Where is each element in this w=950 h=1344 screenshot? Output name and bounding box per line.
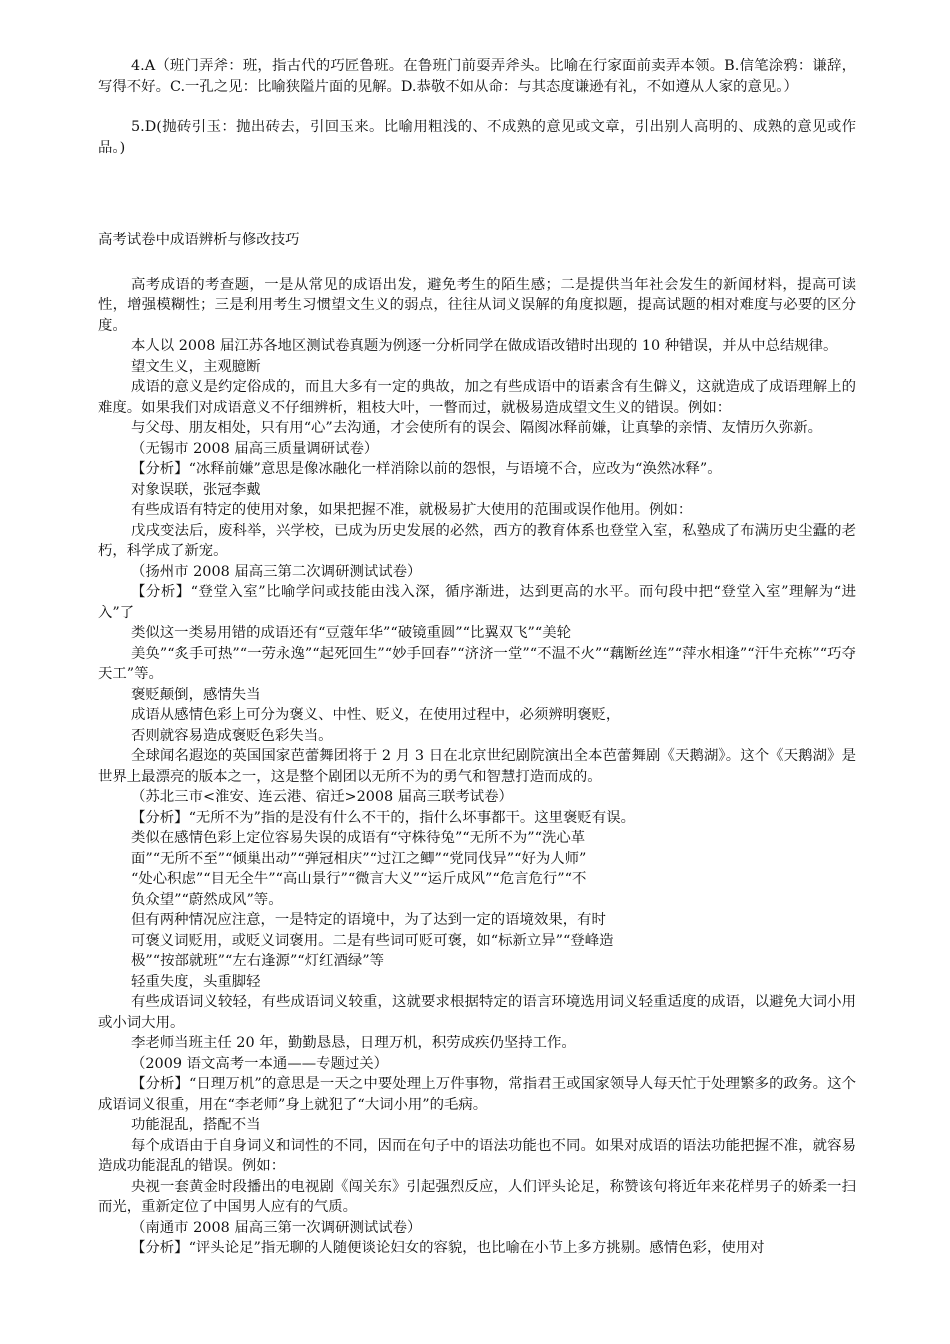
article-paragraph: （无锡市 2008 届高三质量调研试卷） [131, 440, 379, 457]
article-paragraph: 否则就容易造成褒贬色彩失当。 [131, 727, 333, 744]
article-paragraph: 每个成语由于自身词义和词性的不同，因而在句子中的语法功能也不同。如果对成语的语法功能把握不准，就容易造成功能混乱的错误。例如： [98, 1137, 856, 1174]
article-paragraph: （南通市 2008 届高三第一次调研测试试卷） [131, 1219, 422, 1236]
article-paragraph: 【分析】“冰释前嫌”意思是像冰融化一样消除以前的怨恨，与语境不合，应改为“涣然冰释”。 [131, 461, 722, 477]
article-paragraph: 戊戌变法后，废科举，兴学校，已成为历史发展的必然，西方的教育体系也登堂入室，私塾成了布满历史尘蠹的老朽，科学成了新宠。 [98, 522, 856, 559]
article-paragraph: 美奂”“炙手可热”“一劳永逸”“起死回生”“妙手回春”“济济一堂”“不温不火”“藕断丝连”“萍水相逢”“汗牛充栋”“巧夺天工”等。 [98, 645, 856, 682]
spacer [98, 251, 856, 275]
answer-5: 5.D(抛砖引玉：抛出砖去，引回玉来。比喻用粗浅的、不成熟的意见或文章，引出别人高明的、成熟的意见或作品。) [98, 119, 856, 156]
article-paragraph: 褒贬颠倒，感情失当 [131, 686, 261, 703]
article-paragraph: 负众望”“蔚然成风”等。 [131, 891, 283, 908]
answer-4: 4.A（班门弄斧：班，指古代的巧匠鲁班。在鲁班门前耍弄斧头。比喻在行家面前卖弄本领。B.信笔涂鸦：谦辞，写得不好。C.一孔之见：比喻狭隘片面的见解。D.恭敬不如从命：与其态度谦逊有礼，不如遵从人家的意见。） [98, 58, 856, 95]
article-paragraph: 高考成语的考查题，一是从常见的成语出发，避免考生的陌生感；二是提供当年社会发生的新闻材料，提高可读性，增强模糊性；三是利用考生习惯望文生义的弱点，往往从词义误解的角度拟题，提高试题的相对难度与必要的区分度。 [98, 276, 856, 334]
article-paragraph: （2009 语文高考一本通——专题过关） [131, 1055, 389, 1072]
article-paragraph: 李老师当班主任 20 年，勤勤恳恳，日理万机，积劳成疾仍坚持工作。 [131, 1035, 576, 1051]
article-body [98, 275, 856, 1259]
article-paragraph: 有些成语词义较轻，有些成语词义较重，这就要求根据特定的语言环境选用词义轻重适度的成语，以避免大词小用或小词大用。 [98, 994, 856, 1031]
article-paragraph: 央视一套黄金时段播出的电视剧《闯关东》引起强烈反应，人们评头论足，称赞该句将近年来花样男子的娇柔一扫而光，重新定位了中国男人应有的气质。 [98, 1178, 856, 1215]
article-title: 高考试卷中成语辨析与修改技巧 [98, 232, 300, 248]
article-paragraph: 与父母、朋友相处，只有用“心”去沟通，才会使所有的误会、隔阂冰释前嫌，让真挚的亲情、友情历久弥新。 [131, 420, 823, 436]
article-paragraph: （扬州市 2008 届高三第二次调研测试试卷） [131, 563, 422, 580]
article-paragraph: 类似这一类易用错的成语还有“豆蔻年华”“破镜重圆”“比翼双飞”“美轮 [131, 625, 572, 641]
article-paragraph: “处心积虑”“目无全牛”“高山景行”“微言大义”“运斤成风”“危言危行”“不 [131, 871, 587, 887]
article-paragraph: 极”“按部就班”“左右逢源”“灯红酒绿”等 [131, 953, 384, 969]
article-paragraph: 成语从感情色彩上可分为褒义、中性、贬义，在使用过程中，必须辨明褒贬， [131, 707, 621, 723]
article-paragraph: 轻重失度，头重脚轻 [131, 973, 261, 990]
article-paragraph: 【分析】“日理万机”的意思是一天之中要处理上万件事物，常指君王或国家领导人每天忙于处理繁多的政务。这个成语词义很重，用在“李老师”身上就犯了“大词小用”的毛病。 [98, 1076, 856, 1113]
article-paragraph: 可褒义词贬用，或贬义词褒用。二是有些词可贬可褒，如“标新立异”“登峰造 [131, 932, 614, 949]
article-paragraph: 有些成语有特定的使用对象，如果把握不准，就极易扩大使用的范围或误作他用。例如： [131, 502, 693, 518]
article-paragraph: 但有两种情况应注意，一是特定的语境中，为了达到一定的语境效果，有时 [131, 912, 606, 928]
document-page [98, 56, 856, 1259]
article-paragraph: 全球闻名遐迩的英国国家芭蕾舞团将于 2 月 3 日在北京世纪剧院演出全本芭蕾舞剧《天鹅湖》。这个《天鹅湖》是世界上最漂亮的版本之一，这是整个剧团以无所不为的勇气和智慧打造而成的。 [98, 748, 856, 785]
article-paragraph: 面”“无所不至”“倾巢出动”“弹冠相庆”“过江之鲫”“党同伐异”“好为人师” [131, 850, 587, 867]
article-paragraph: 成语的意义是约定俗成的，而且大多有一定的典故，加之有些成语中的语素含有生僻义，这就造成了成语理解上的难度。如果我们对成语意义不仔细辨析，粗枝大叶，一瞥而过，就极易造成望文生义的错误。例如： [98, 379, 856, 416]
article-paragraph: 类似在感情色彩上定位容易失误的成语有“守株待兔”“无所不为”“洗心革 [131, 830, 586, 846]
article-paragraph: 望文生义，主观臆断 [131, 358, 261, 375]
article-paragraph: 【分析】“无所不为”指的是没有什么不干的，指什么坏事都干。这里褒贬有误。 [131, 809, 635, 826]
article-paragraph: 【分析】“评头论足”指无聊的人随便谈论妇女的容貌，也比喻在小节上多方挑剔。感情色彩，使用对 [131, 1240, 765, 1256]
spacer [98, 158, 856, 230]
article-paragraph: 对象误联，张冠李戴 [131, 481, 261, 498]
article-paragraph: （苏北三市<淮安、连云港、宿迁>2008 届高三联考试卷） [131, 789, 513, 805]
article-paragraph: 【分析】“登堂入室”比喻学问或技能由浅入深，循序渐进，达到更高的水平。而句段中把“登堂入室”理解为“进入”了 [98, 584, 856, 621]
article-paragraph: 本人以 2008 届江苏各地区测试卷真题为例逐一分析同学在做成语改错时出现的 10 种错误，并从中总结规律。 [131, 338, 838, 354]
spacer [98, 97, 856, 117]
article-paragraph: 功能混乱，搭配不当 [131, 1117, 261, 1133]
